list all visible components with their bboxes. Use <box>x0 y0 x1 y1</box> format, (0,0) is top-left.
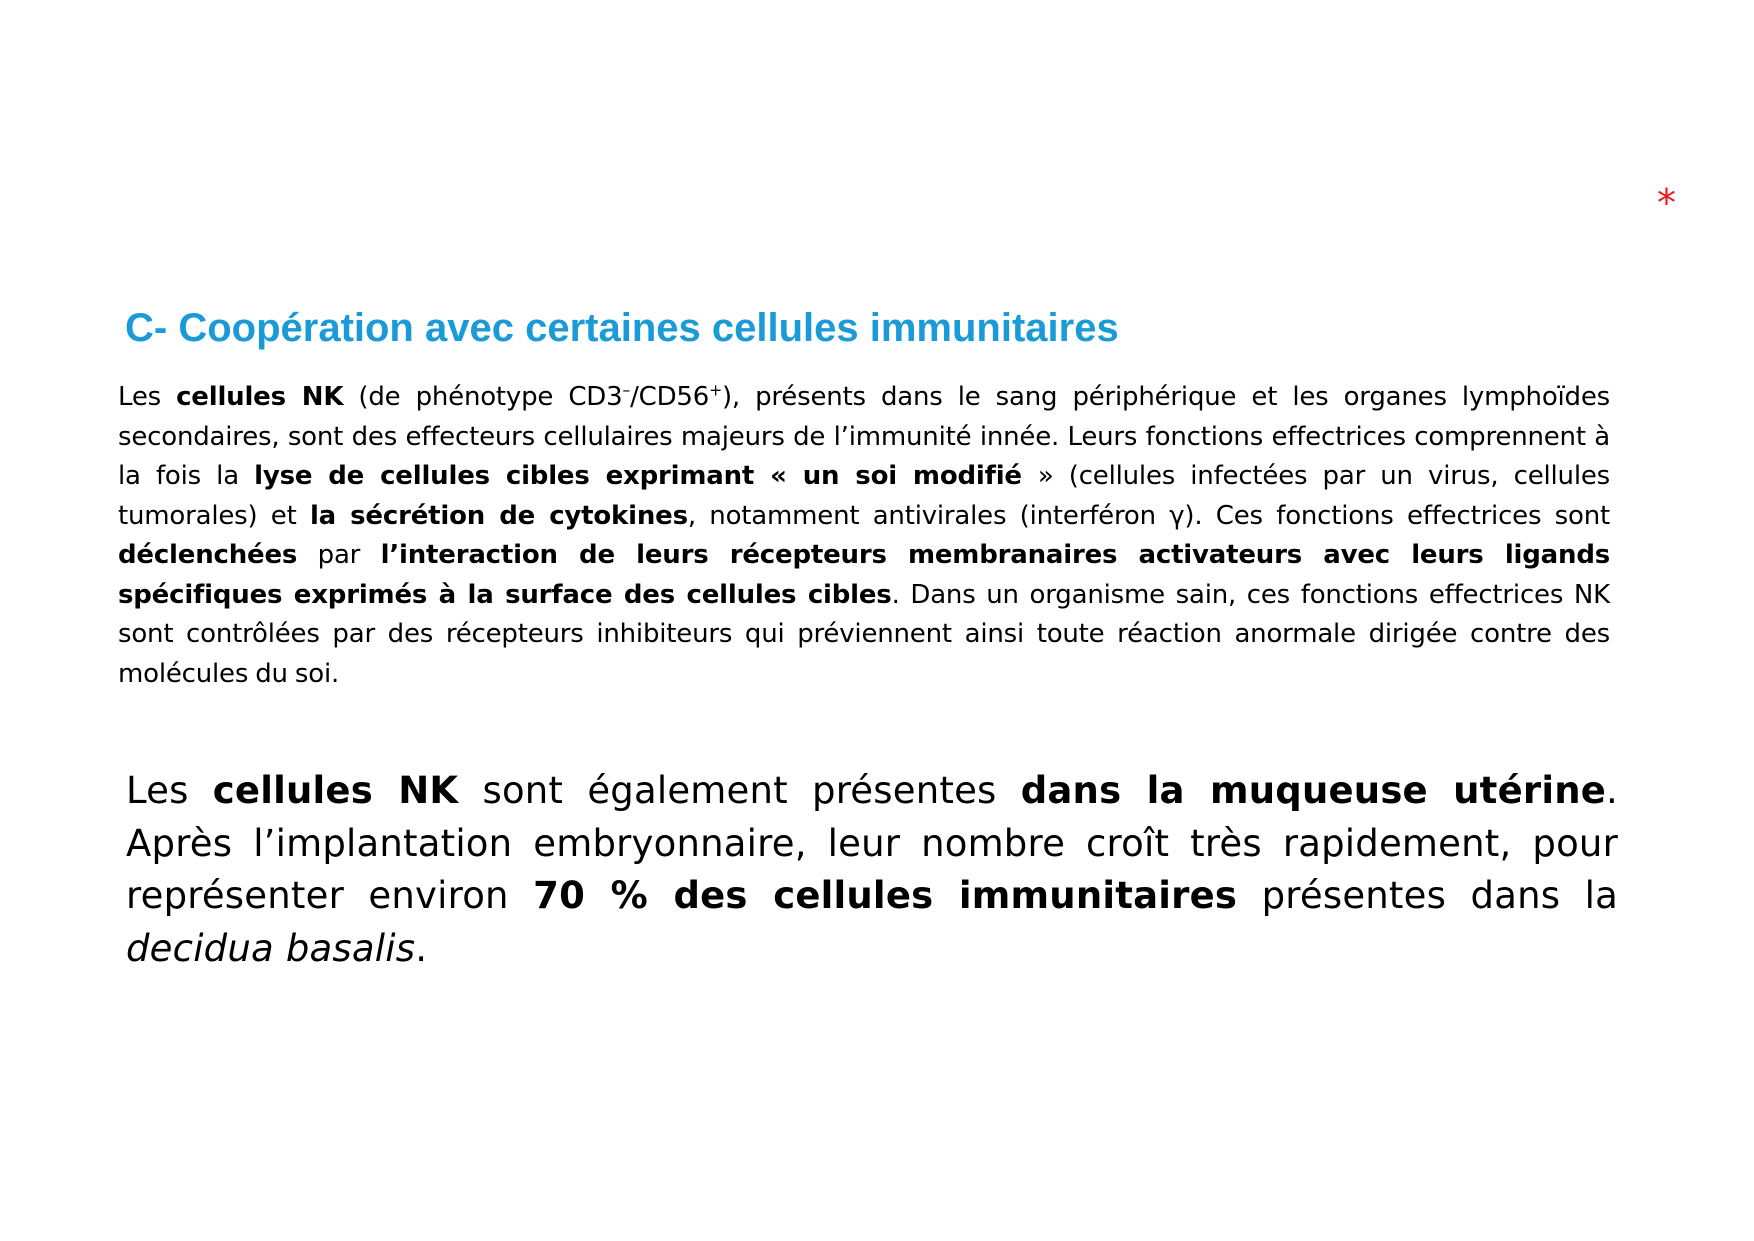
bold-term-70-percent: 70 % des cellules immunitaires <box>533 874 1238 917</box>
bold-term-cytokines: la sécrétion de cytokines <box>309 500 688 531</box>
text-run: , notamment antivirales (interféron γ). Ces fonctions effectrices sont <box>687 500 1611 531</box>
superscript-plus: + <box>709 381 722 400</box>
text-run: . Après l’implantation embryonnaire, leur nombre croît très rapidement, pour représenter environ <box>126 769 1618 917</box>
uterine-nk-cells-paragraph <box>126 765 1618 975</box>
bold-term-triggered: déclenchées <box>118 540 298 570</box>
bold-term-receptor-interaction: l’interaction de leurs récepteurs membranaires activateurs avec leurs ligands spécifiques exprimés à la surface des cellules cibles <box>118 540 1611 610</box>
section-heading: C- Coopération avec certaines cellules immunitaires <box>125 306 1119 350</box>
bold-term-uterine-mucosa: dans la muqueuse utérine <box>1020 769 1607 812</box>
text-run: présentes dans la <box>1237 874 1619 917</box>
text-run: . Dans un organisme sain, ces fonctions effectrices NK sont contrôlées par des récepteurs inhibiteurs qui préviennent ainsi toute réaction anormale dirigée contre des molécules du soi. <box>118 579 1610 689</box>
text-run: Les <box>118 382 177 412</box>
text-run: par <box>297 540 381 570</box>
nk-cells-definition-paragraph <box>118 378 1610 694</box>
bold-term-nk-cells: cellules NK <box>176 382 344 412</box>
text-run: Les <box>126 769 213 812</box>
bold-term-nk-cells: cellules NK <box>212 769 459 812</box>
red-asterisk-marker: * <box>1657 181 1676 225</box>
text-run: /CD56 <box>630 382 710 412</box>
text-run: sont également présentes <box>458 769 1021 812</box>
bold-term-lysis: lyse de cellules cibles exprimant « un soi modifié <box>254 461 1038 491</box>
text-run: ), présents dans le sang périphérique et les organes lymphoïdes secondaires, sont des effecteurs cellulaires majeurs de l’immunité innée. Leurs fonctions effectrices comprennent à la fois la <box>118 382 1611 491</box>
italic-term-decidua-basalis: decidua basalis <box>126 926 416 970</box>
text-run: » (cellules infectées par un virus, cellules tumorales) et <box>118 461 1610 531</box>
superscript-minus: – <box>622 381 631 400</box>
text-run: (de phénotype CD3 <box>343 382 623 412</box>
text-run: . <box>415 926 428 970</box>
